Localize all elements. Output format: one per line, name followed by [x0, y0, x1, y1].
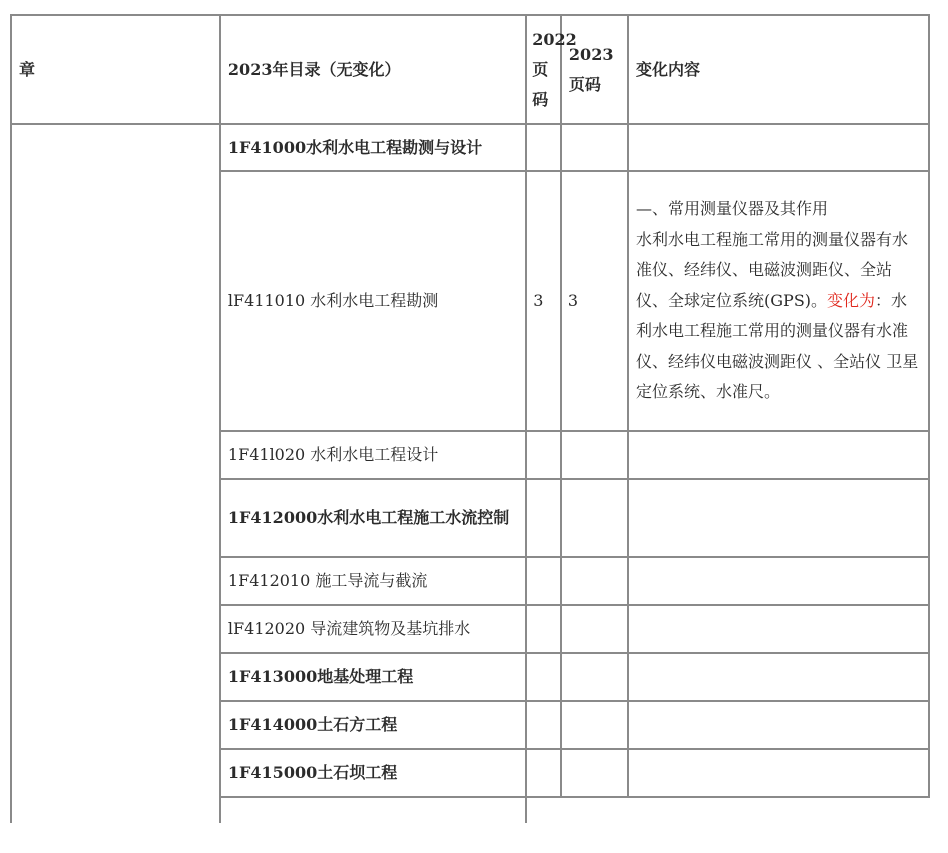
row-page-2023: 3 — [561, 171, 628, 431]
row-page-2022 — [526, 653, 561, 701]
row-page-2023 — [561, 749, 628, 797]
table-header-row — [11, 15, 929, 124]
row-page-2023 — [561, 479, 628, 557]
row-title: 1F413000地基处理工程 — [220, 653, 526, 701]
row-page-2022 — [526, 605, 561, 653]
row-change — [628, 431, 929, 479]
row-change — [628, 701, 929, 749]
row-title: 1F412000水利水电工程施工水流控制 — [220, 479, 526, 557]
row-change — [628, 749, 929, 797]
catalog-table — [10, 14, 930, 823]
row-page-2022: 3 — [526, 171, 561, 431]
table-row — [11, 124, 929, 171]
header-title: 2023年目录（无变化） — [220, 15, 526, 124]
header-chapter: 章 — [11, 15, 220, 124]
header-page-2023: 2023页码 — [561, 15, 628, 124]
row-change — [628, 124, 929, 171]
row-page-2023 — [561, 701, 628, 749]
row-empty — [526, 797, 929, 823]
change-marker: 变化为 — [827, 290, 876, 310]
chapter-cell — [11, 124, 220, 823]
row-change — [628, 479, 929, 557]
row-title: 1F41l020 水利水电工程设计 — [220, 431, 526, 479]
row-page-2023 — [561, 124, 628, 171]
change-after: ：水利水电工程施工常用的测量仪器有水准仪、经纬仪电磁波测距仪 、全站仪 卫星定位系统、水准尺。 — [636, 290, 919, 402]
row-page-2022 — [526, 701, 561, 749]
row-page-2023 — [561, 653, 628, 701]
row-change — [628, 557, 929, 605]
row-title-empty — [220, 797, 526, 823]
row-page-2023 — [561, 605, 628, 653]
change-before: 水利水电工程施工常用的测量仪器有水准仪、经纬仪、电磁波测距仪、全站仪、全球定位系统(GPS)。 — [636, 229, 909, 310]
row-page-2023 — [561, 431, 628, 479]
row-title: 1F414000土石方工程 — [220, 701, 526, 749]
row-page-2022 — [526, 124, 561, 171]
row-change — [628, 653, 929, 701]
row-change — [628, 171, 929, 431]
row-page-2022 — [526, 557, 561, 605]
header-page-2022: 2022页码 — [526, 15, 561, 124]
row-title: 1F415000土石坝工程 — [220, 749, 526, 797]
row-page-2022 — [526, 479, 561, 557]
row-page-2022 — [526, 749, 561, 797]
change-heading: —、常用测量仪器及其作用 — [636, 198, 829, 218]
row-title: 1F41000水利水电工程勘测与设计 — [220, 124, 526, 171]
row-page-2023 — [561, 557, 628, 605]
header-change: 变化内容 — [628, 15, 929, 124]
row-title: 1F412010 施工导流与截流 — [220, 557, 526, 605]
row-title: lF411010 水利水电工程勘测 — [220, 171, 526, 431]
row-change — [628, 605, 929, 653]
row-page-2022 — [526, 431, 561, 479]
row-title: lF412020 导流建筑物及基坑排水 — [220, 605, 526, 653]
